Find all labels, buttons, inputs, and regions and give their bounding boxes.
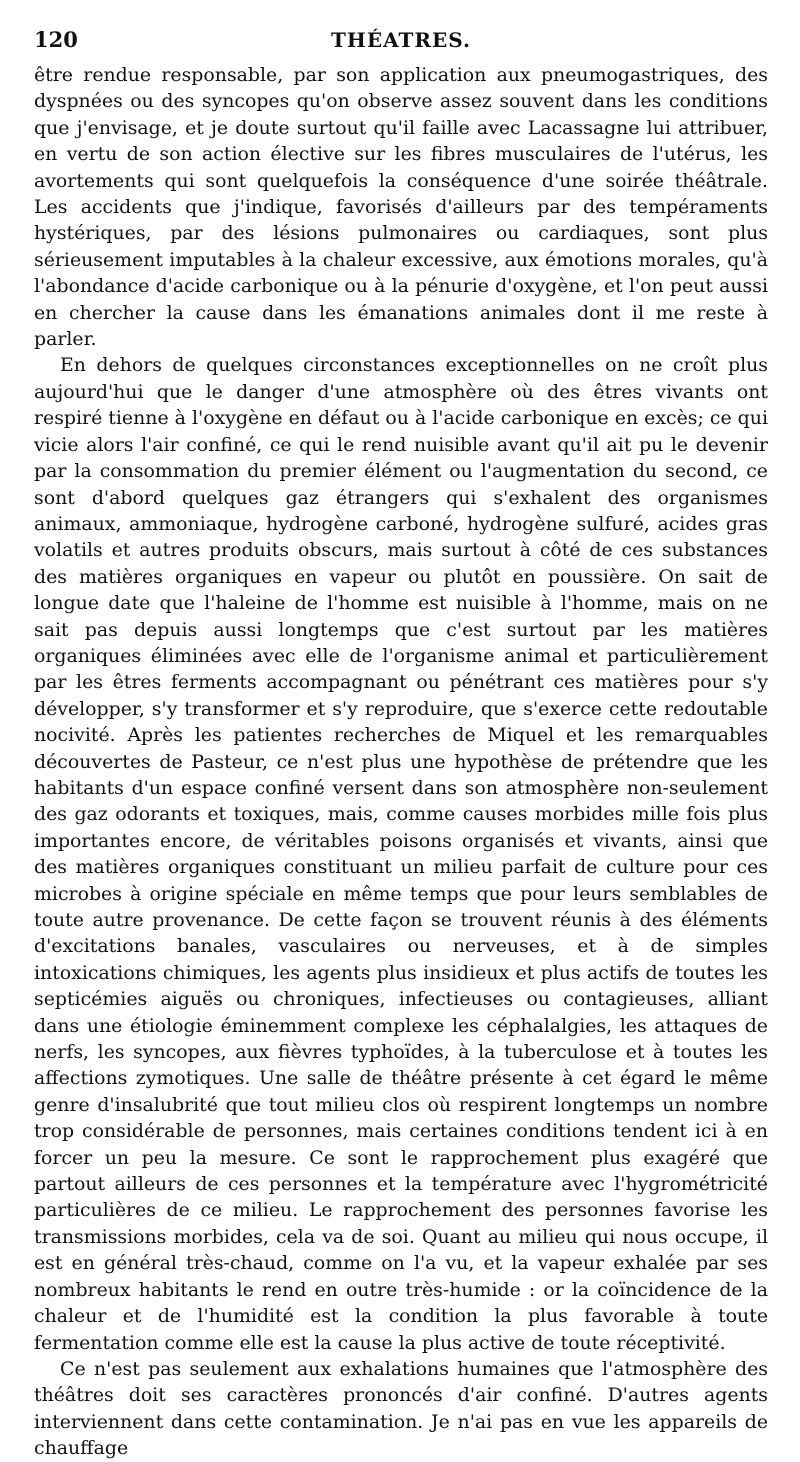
paragraph: En dehors de quelques circonstances exceptionnelles on ne croît plus aujourd'hui que le danger d'une atmosphère où des êtres vivants ont respiré tienne à l'oxygène en défaut ou à l'acide carbonique en excès; ce qui vicie alors l'air confiné, ce qui le rend nuisible avant qu'il ait pu le devenir par la consommation du premier élément ou l'augmentation du second, ce sont d'abord quelques gaz étrangers qui s'exhalent des organismes animaux, ammoniaque, hydrogène carboné, hydrogène sulfuré, acides gras volatils et autres produits obscurs, mais surtout à côté de ces substances des matières organiques en vapeur ou plutôt en poussière. On sait de longue date que l'haleine de l'homme est nuisible à l'homme, mais on ne sait pas depuis aussi longtemps que c'est surtout par les matières organiques éliminées avec elle de l'organisme animal et particulièrement par les êtres ferments accompagnant ou pénétrant ces matières pour s'y développer, s'y transformer et s'y reproduire, que s'exerce cette redoutable nocivité. Après les patientes recherches de Miquel et les remarquables découvertes de Pasteur, ce n'est plus une hypothèse de prétendre que les habitants d'un espace confiné versent dans son atmosphère non-seulement des gaz odorants et toxiques, mais, comme causes morbides mille fois plus importantes encore, de véritables poisons organisés et vivants, ainsi que des matières organiques constituant un milieu parfait de culture pour ces microbes à origine spéciale en même temps que pour leurs semblables de toute autre provenance. De cette façon se trouvent réunis à des éléments d'excitations banales, vasculaires ou nerveuses, et à de simples intoxications chimiques, les agents plus insidieux et plus actifs de toutes les septicémies aiguës ou chroniques, infectieuses ou contagieuses, alliant dans une étiologie éminemment complexe les céphalalgies, les attaques de nerfs, les syncopes, aux fièvres typhoïdes, à la tuberculose et à toutes les affections zymotiques. Une salle de théâtre présente à cet égard le même genre d'insalubrité que tout milieu clos où respirent longtemps un nombre trop considérable de personnes, mais certaines conditions tendent ici à en forcer un peu la mesure. Ce sont le rapprochement plus exagéré que partout ailleurs de ces personnes et la température avec l'hygrométricité particulières de ce milieu. Le rapprochement des personnes favorise les transmissions morbides, cela va de soi. Quant au milieu qui nous occupe, il est en général très-chaud, comme on l'a vu, et la vapeur exhalée par ses nombreux habitants le rend en outre très-humide : or la coïncidence de la chaleur et de l'humidité est la condition la plus favorable à toute fermentation comme elle est la cause la plus active de toute réceptivité. — [34, 354, 768, 1354]
paragraph: Ce n'est pas seulement aux exhalations humaines que l'atmosphère des théâtres doit ses caractères prononcés d'air confiné. D'autres agents interviennent dans cette contamination. Je n'ai pas en vue les appareils de chauffage — [34, 1357, 768, 1460]
page-header — [34, 18, 768, 52]
body-text — [34, 62, 768, 1462]
paragraph-continuation: être rendue responsable, par son application aux pneumogastriques, des dyspnées ou des syncopes qu'on observe assez souvent dans les conditions que j'envisage, et je doute surtout qu'il faille avec Lacassagne lui attribuer, en vertu de son action élective sur les fibres musculaires de l'utérus, les avortements qui sont quelquefois la conséquence d'une soirée théâtrale. Les accidents que j'indique, favorisés d'ailleurs par des tempéraments hystériques, par des lésions pulmonaires ou cardiaques, sont plus sérieusement imputables à la chaleur excessive, aux émotions morales, qu'à l'abondance d'acide carbonique ou à la pénurie d'oxygène, et l'on peut aussi en chercher la cause dans les émanations animales dont il me reste à parler. — [34, 64, 768, 351]
book-page — [34, 18, 768, 1462]
running-head: THÉATRES. — [331, 28, 471, 52]
page-number: 120 — [34, 27, 78, 52]
